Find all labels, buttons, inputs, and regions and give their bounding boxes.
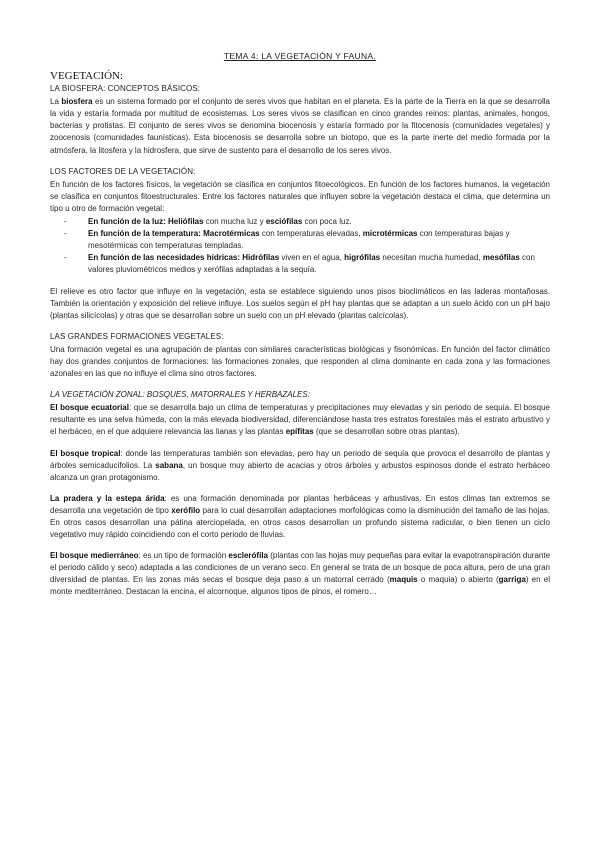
paragraph-formaciones: Una formación vegetal es una agrupación de plantas con similares características biológicas y fisonómicas. En función del factor climático hay dos grandes conjuntos de formaciones: las formaciones zonales, que responden al clima dominante en cada zona y las formaciones azonales en las que no influye el clima sino otros factores. (50, 344, 550, 379)
heading-factores: LOS FACTORES DE LA VEGETACIÓN: (50, 166, 196, 176)
document-title: TEMA 4: LA VEGETACIÓN Y FAUNA. (223, 51, 377, 61)
factores-list (50, 216, 550, 276)
section-heading-vegetacion: VEGETACIÓN: (50, 70, 124, 83)
list-item: - En función de las necesidades hídricas: Hidrófilas viven en el agua, higrófilas necesitan mucha humedad, mesófilas con valores pluviométricos medios y xerófilas adaptadas a la sequía. (50, 252, 550, 276)
list-item: - En función de la luz: Heliófilas con mucha luz y esciófilas con poca luz. (50, 216, 550, 228)
paragraph-bosque-tropical: El bosque tropical: donde las temperaturas también son elevadas, pero hay un periodo de sequía que provoca el desarrollo de plantas y árboles semicaducifolios. La sabana, un bosque muy abierto de acacias y otros árboles y arbustos espinosos donde el estrato herbáceo alcanza un gran protagonismo. (50, 448, 551, 482)
paragraph-bosque-ecuatorial: El bosque ecuatorial: que se desarrolla bajo un clima de temperaturas y precipitaciones muy elevadas y sin periodo de sequía. El bosque resultante es una selva húmeda, con la más elevada biodiversidad, diferenciándose hasta tres estratos forestales más el estrato arbustivo y el herbáceo, en el que adquiere relevancia las lianas y las plantas epífitas (que se desarrollan sobre otras plantas). (50, 403, 550, 437)
paragraph-relieve: El relieve es otro factor que influye en la vegetación, esta se establece siguiendo unos pisos bioclimáticos en las laderas montañosas. También la orientación y exposición del relieve influye. Los suelos según el pH hay plantas que se adaptan a un suelo ácido con un pH bajo (plantas silicícolas) y otras que se desarrollan sobre un suelo con un pH elevado (plantas calcícolas). (50, 286, 550, 320)
heading-formaciones: LAS GRANDES FORMACIONES VEGETALES: (50, 331, 224, 341)
paragraph-factores-intro: En función de los factores físicos, la vegetación se clasifica en conjuntos fitoecológicos. En función de los factores humanos, la vegetación se clasifica en conjuntos fitoestructurales. Entre los factores naturales que influyen sobre la vegetación destaca el clima, que determina un tipo u otro de formación vegetal: (50, 179, 550, 213)
heading-vegetacion-zonal: LA VEGETACIÓN ZONAL: BOSQUES, MATORRALES Y HERBAZALES: (50, 390, 310, 400)
paragraph-pradera-estepa: La pradera y la estepa árida: es una formación denominada por plantas herbáceas y arbustivas. En estos climas tan extremos se desarrolla una vegetación de tipo xerófilo para lo cual desarrollan adaptaciones morfológicas como la disminución del tamaño de las hojas. En otros casos desarrollan una pátina aterciopelada, en otros casos desarrollan un profundo sistema radicular, o bien tienen un ciclo vegetativo muy rápido coincidiendo con el corto periodo de lluvias. (50, 493, 550, 540)
heading-biosfera: LA BIOSFERA: CONCEPTOS BÁSICOS: (50, 84, 201, 94)
paragraph-biosfera: La biosfera es un sistema formado por el conjunto de seres vivos que habitan en el planeta. Es la parte de la Tierra en la que se desarrolla la vida y estaría formada por multitud de ecosistemas. Los seres vivos se clasifican en cinco grandes reinos: plantas, animales, hongos, bacterias y protistas. El conjunto de seres vivos se denomina biocenosis y estaría formado por la fitocenosis (comunidades vegetales) y zoocenosis (comunidades faunísticas). Esta biocenosis se desarrolla sobre un biotopo, que es la parte inerte del medio formada por la atmósfera, la litosfera y la hidrosfera, que sirve de sustento para el desarrollo de los seres vivos. (50, 97, 550, 155)
paragraph-bosque-mediterraneo: El bosque medierráneo: es un tipo de formación esclerófila (plantas con las hojas muy pequeñas para evitar la evapotranspiración durante el periodo cálido y seco) adaptada a las condiciones de un verano seco. En general se trata de un bosque de poca altura, pero de una gran diversidad de plantas. En las zonas más secas el bosque deja paso a un matorral cerrado (maquis o maquia) o abierto (garriga) en el monte mediterráneo. Destacan la encina, el alcornoque, algunos tipos de pinos, el romero… (50, 551, 551, 597)
list-item: - En función de la temperatura: Macrotérmicas con temperaturas elevadas, microtérmicas con temperaturas bajas y mesotérmicas con temperaturas templadas. (50, 228, 550, 252)
